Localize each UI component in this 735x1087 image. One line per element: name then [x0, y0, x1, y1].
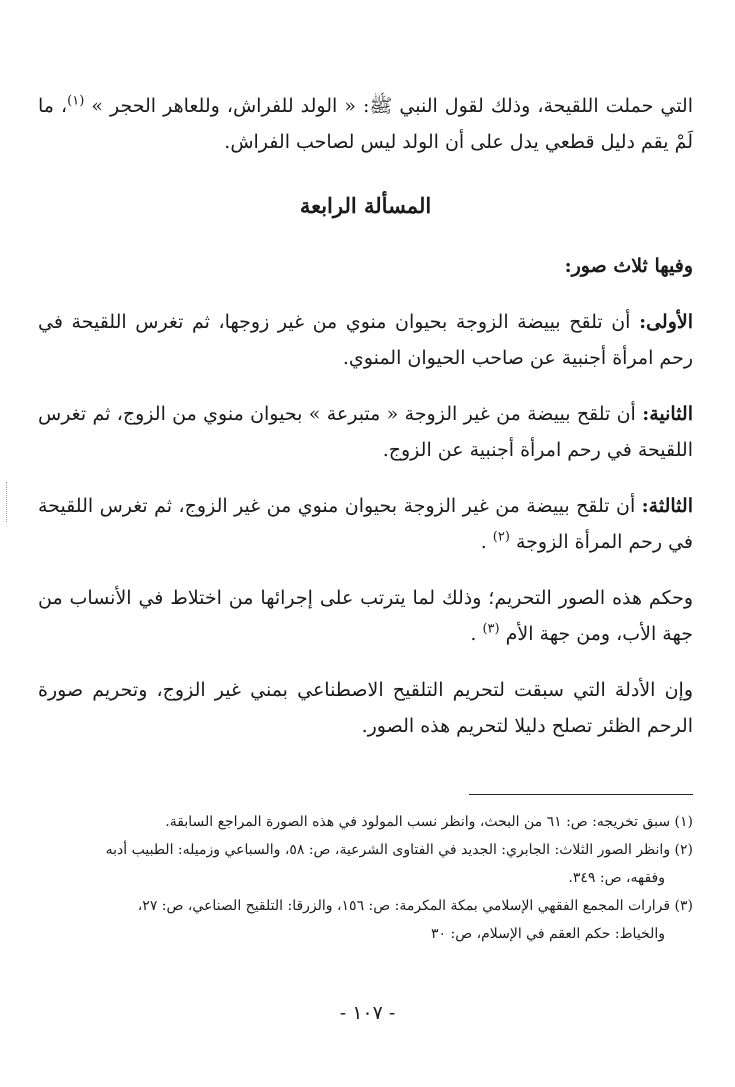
page-number: - ١٠٧ - — [339, 1002, 396, 1024]
main-text — [38, 88, 693, 744]
section-heading: المسألة الرابعة — [299, 193, 432, 218]
footnote-ref-2: (٢) — [492, 529, 510, 545]
footnote-2: (٢) وانظر الصور الثلاث: الجابري: الجديد في الفتاوى الشرعية، ص: ٥٨، والسباعي وزميله: الطبيب أدبه — [105, 842, 693, 858]
footnote-1: (١) سبق تخريجه: ص: ٦١ من البحث، وانظر نسب المولود في هذه الصورة المراجع السابقة. — [165, 814, 693, 830]
footnote-3: (٣) قرارات المجمع الفقهي الإسلامي بمكة المكرمة: ص: ١٥٦، والزرقا: التلقيح الصناعي، ص: ٢٧، — [137, 898, 693, 914]
first-case-label: الأولى: — [639, 311, 693, 333]
paragraph-third-case: الثالثة: أن تلقح بييضة من غير الزوجة بحيوان منوي من غير الزوج، ثم تغرس اللقيحة في رحم المرأة الزوجة $^{(٢)}$ . — [38, 495, 693, 553]
second-case-label: الثانية: — [642, 403, 693, 425]
footnote-ref-1: (١) — [67, 93, 85, 109]
footnote-divider — [469, 794, 693, 795]
paragraph-first-case: الأولى: أن تلقح بييضة الزوجة بحيوان منوي من غير زوجها، ثم تغرس اللقيحة في رحم امرأة أجنبية عن صاحب الحيوان المنوي. — [38, 311, 693, 369]
section-subheading: وفيها ثلاث صور: — [564, 255, 693, 277]
paragraph-evidence: وإن الأدلة التي سبقت لتحريم التلقيح الاصطناعي بمني غير الزوج، وتحريم صورة الرحم الظئر تصلح دليلا لتحريم هذه الصور. — [38, 679, 693, 737]
footnote-2-continuation: وفقهه، ص: ٣٤٩. — [568, 870, 665, 886]
footnotes — [38, 808, 693, 948]
paragraph-intro: التي حملت اللقيحة، وذلك لقول النبي ﷺ: « الولد للفراش، وللعاهر الحجر » $^{(١)}$، ما لَمْ يقم دليل قطعي يدل على أن الولد ليس لصاحب الفراش. — [38, 93, 693, 153]
scan-edge-mark — [6, 482, 9, 522]
paragraph-second-case: الثانية: أن تلقح بييضة من غير الزوجة « متبرعة » بحيوان منوي من الزوج، ثم تغرس اللقيحة في رحم امرأة أجنبية عن الزوج. — [38, 403, 693, 461]
footnote-ref-3: (٣) — [482, 621, 500, 637]
third-case-label: الثالثة: — [641, 495, 693, 517]
footnote-3-continuation: والخياط: حكم العقم في الإسلام، ص: ٣٠ — [430, 926, 665, 942]
paragraph-ruling: وحكم هذه الصور التحريم؛ وذلك لما يترتب على إجرائها من اختلاط في الأنساب من جهة الأب، ومن جهة الأم $^{(٣)}$ . — [38, 587, 693, 645]
